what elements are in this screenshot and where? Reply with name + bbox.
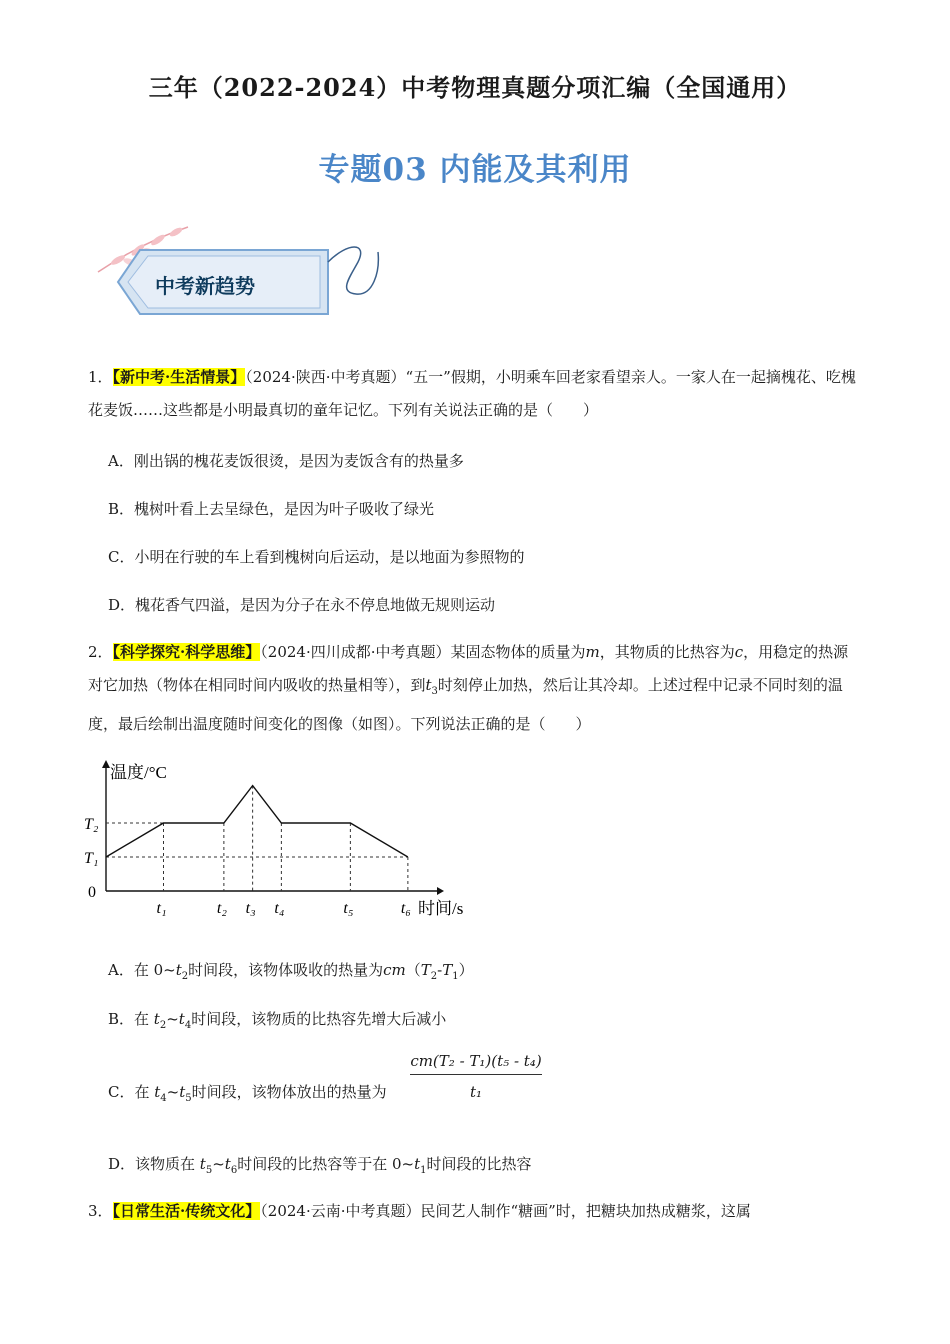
text: 时间段，该物体吸收的热量为 — [188, 961, 384, 979]
option-b — [108, 1007, 446, 1038]
text: 时间段，该物体放出的热量为 — [191, 1083, 387, 1101]
subscript: 2 — [159, 1020, 167, 1031]
text: 时间段，该物质的比热容先增大后减小 — [191, 1010, 447, 1028]
x-tick-label: t₄ — [274, 900, 285, 917]
temperature-time-chart — [82, 758, 482, 933]
x-tick-label: t₂ — [216, 900, 227, 917]
symbol: t — [224, 1155, 231, 1173]
y-tick-label: T₁ — [84, 850, 99, 867]
symbol: t — [178, 1010, 185, 1028]
option-a: A．刚出锅的槐花麦饭很烫，是因为麦饭含有的热量多 — [108, 452, 464, 470]
text: C．在 — [108, 1083, 155, 1101]
subscript: 4 — [160, 1093, 167, 1104]
text: 时间段的比热容 — [426, 1155, 532, 1173]
option-d — [108, 1152, 532, 1183]
text: B．在 — [108, 1010, 154, 1028]
symbol: t — [175, 961, 182, 979]
text: 时间段的比热容等于在 0~ — [237, 1155, 415, 1173]
question-tag: 【日常生活·传统文化】 — [112, 1202, 261, 1220]
y-tick-label: T₂ — [84, 816, 99, 833]
heat-fraction — [410, 1052, 542, 1101]
symbol: t — [153, 1010, 160, 1028]
subscript: 4 — [184, 1020, 192, 1031]
symbol: T — [420, 961, 431, 979]
symbol-m: m — [585, 643, 600, 661]
option-b: B．槐树叶看上去呈绿色，是因为叶子吸收了绿光 — [108, 500, 435, 518]
stem-part: 时刻停止加热，然后让其冷却。上述过程中记录不同时刻的温度，最后绘制出温度随时间变化的图像（如图）。下列说法正确的是（ ） — [88, 676, 843, 733]
option-c: C．小明在行驶的车上看到槐树向后运动，是以地面为参照物的 — [108, 548, 525, 566]
subscript: 3 — [431, 686, 438, 697]
stem-part: ，用稳定的热源对它加热（物体在相同时间内吸收的热量相等），到 — [88, 643, 849, 694]
document-title: 三年（2022-2024）中考物理真题分项汇编（全国通用） — [148, 73, 802, 102]
x-axis-arrow-icon — [437, 887, 444, 895]
text: ~ — [212, 1155, 225, 1173]
symbol: t — [414, 1155, 421, 1173]
option-a — [108, 958, 474, 989]
x-tick-label: t₁ — [156, 900, 167, 917]
subscript: 1 — [420, 1165, 427, 1176]
option-d: D．槐花香气四溢，是因为分子在永不停息地做无规则运动 — [108, 596, 496, 614]
question-stem: （2024·陕西·中考真题）“五一”假期，小明乘车回老家看望亲人。一家人在一起摘槐花、吃槐花麦饭……这些都是小明最真切的童年记忆。下列有关说法正确的是（ ） — [88, 368, 856, 419]
text: D．该物质在 — [108, 1155, 200, 1173]
text: ~ — [166, 1083, 180, 1101]
text: ~ — [166, 1010, 179, 1028]
text: （ — [405, 961, 421, 979]
x-tick-label: t₅ — [343, 900, 354, 917]
question-number: 3． — [88, 1202, 113, 1220]
origin-label: 0 — [88, 884, 96, 901]
fraction-numerator: cm(T₂ - T₁)(t₅ - t₄) — [410, 1052, 542, 1075]
symbol: cm — [383, 961, 406, 979]
x-tick-label: t₆ — [400, 900, 411, 917]
question-2 — [88, 636, 860, 741]
symbol-t: t — [425, 676, 432, 694]
text: ） — [458, 961, 474, 979]
question-number: 1． — [88, 368, 113, 386]
subscript: 2 — [430, 971, 438, 982]
fraction-denominator: t₁ — [469, 1083, 483, 1101]
y-axis-arrow-icon — [102, 760, 110, 768]
symbol: T — [442, 961, 453, 979]
subscript: 6 — [230, 1165, 238, 1176]
subscript: 2 — [181, 971, 189, 982]
subscript: 5 — [185, 1093, 192, 1104]
symbol-c: c — [734, 643, 744, 661]
topic-title: 专题03 内能及其利用 — [318, 152, 632, 188]
text: - — [437, 961, 443, 979]
question-1 — [88, 361, 860, 427]
subscript: 1 — [452, 971, 459, 982]
symbol: t — [179, 1083, 186, 1101]
banner-label: 中考新趋势 — [155, 274, 255, 298]
swirl-icon — [328, 247, 378, 294]
x-tick-label: t₃ — [245, 900, 256, 917]
question-tag: 【科学探究·科学思维】 — [112, 643, 261, 661]
symbol: t — [199, 1155, 206, 1173]
y-axis-label: 温度/°C — [110, 763, 167, 782]
x-axis-label: 时间/s — [418, 899, 464, 918]
stem-part: ，其物质的比热容为 — [599, 643, 735, 661]
option-c — [108, 1080, 387, 1111]
question-tag: 【新中考·生活情景】 — [112, 368, 246, 386]
temperature-curve — [106, 786, 408, 857]
text: A．在 0~ — [108, 961, 176, 979]
symbol: t — [154, 1083, 161, 1101]
stem-part: （2024·四川成都·中考真题）某固态物体的质量为 — [260, 643, 586, 661]
question-stem: （2024·云南·中考真题）民间艺人制作“糖画”时，把糖块加热成糖浆，这属 — [260, 1202, 751, 1220]
subscript: 5 — [205, 1165, 213, 1176]
question-3 — [88, 1195, 860, 1228]
question-number: 2． — [88, 643, 113, 661]
